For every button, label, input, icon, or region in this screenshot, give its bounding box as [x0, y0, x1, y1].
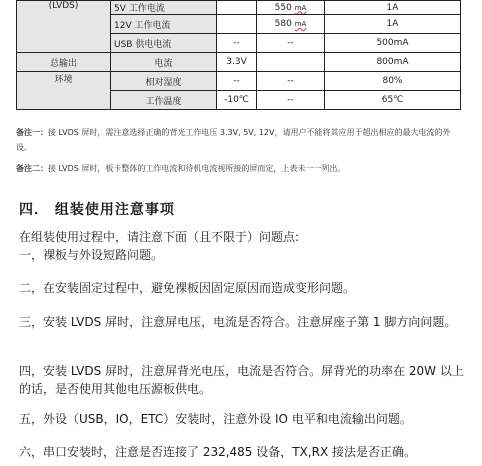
item-one: 一，裸板与外设短路问题。: [19, 248, 164, 262]
item-six: 六，串口安装时，注意是否连接了 232,485 设备，TX,RX 接法是否正确。: [19, 445, 416, 459]
note-tag: 备注二：: [16, 164, 48, 173]
typ-cell: [257, 1, 325, 15]
table-row: [17, 1, 461, 15]
note-text: 接 LVDS 屏时，需注意选择正确的背光工作电压 3.3V, 5V, 12V，请用户不能将其应用于超出相应的最大电流的外设。: [16, 128, 451, 152]
spec-table: [16, 0, 461, 110]
item-five: 五，外设（USB，IO，ETC）安装时，注意外设 IO 电平和电流输出问题。: [19, 412, 412, 426]
item-cell: 12V 工作电流: [111, 15, 217, 34]
note-text: 接 LVDS 屏时，板卡整体的工作电流和待机电流视所接的屏而定，上表未一一列出。: [48, 164, 346, 173]
item-cell: 5V 工作电流: [111, 1, 217, 15]
min-cell: [217, 15, 257, 34]
table-row: [17, 72, 461, 91]
min-cell: --: [217, 34, 257, 53]
item-four: 四，安装 LVDS 屏时，注意屏背光电压，电流是否符合。屏背光的功率在 20W 以上的话，是否使用其他电压源板供电。: [19, 364, 464, 396]
note-tag: 备注一：: [16, 128, 48, 137]
typ-cell: --: [257, 72, 325, 91]
max-cell: 65℃: [325, 91, 461, 110]
typ-cell: --: [257, 34, 325, 53]
min-cell: [217, 1, 257, 15]
intro-line: 在组装使用过程中，请注意下面（且不限于）问题点:: [19, 230, 300, 244]
min-cell: --: [217, 72, 257, 91]
max-cell: 500mA: [325, 34, 461, 53]
typ-unit: mA: [294, 3, 307, 12]
item-cell: 电流: [111, 53, 217, 72]
item-cell: 相对湿度: [111, 72, 217, 91]
max-cell: 800mA: [325, 53, 461, 72]
section-title: 四． 组装使用注意事项: [19, 202, 175, 218]
typ-cell: [257, 53, 325, 72]
item-cell: 工作温度: [111, 91, 217, 110]
param-cell: (LVDS): [17, 1, 111, 53]
max-cell: 1A: [325, 1, 461, 15]
max-cell: 80%: [325, 72, 461, 91]
param-cell: 环境: [17, 72, 111, 110]
min-cell: -10℃: [217, 91, 257, 110]
typ-unit: mA: [294, 20, 307, 28]
min-cell: 3.3V: [217, 53, 257, 72]
item-two: 二，在安装固定过程中，避免裸板因固定原因而造成变形问题。: [19, 281, 356, 295]
max-cell: 1A: [325, 15, 461, 34]
typ-cell: --: [257, 91, 325, 110]
typ-cell: [257, 15, 325, 34]
typ-value: 580: [274, 19, 292, 29]
param-cell: 总输出: [17, 53, 111, 72]
item-three: 三，安装 LVDS 屏时，注意屏电压，电流是否符合。注意屏座子第 1 脚方向问题。: [19, 315, 457, 329]
typ-value: 550: [274, 2, 292, 13]
item-cell: USB 供电电流: [111, 34, 217, 53]
note-one: [16, 125, 466, 155]
note-two: [16, 161, 466, 176]
table-row: [17, 53, 461, 72]
